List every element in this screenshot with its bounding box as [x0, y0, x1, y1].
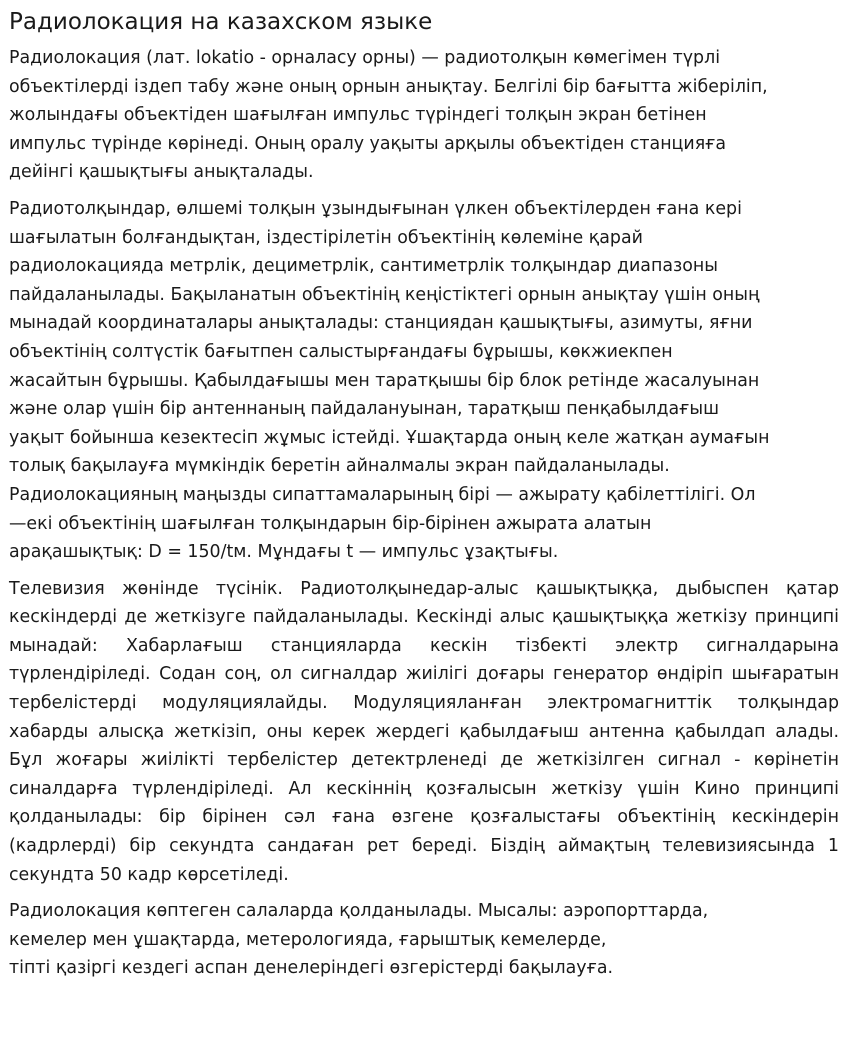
text-line: объектінің солтүстік бағытпен салыстырғандағы бұрышы, көкжиекпен	[9, 341, 673, 362]
paragraph-radiowaves	[9, 195, 839, 567]
text-line: арақашықтық: D = 150/tм. Мұндағы t — импульс ұзақтығы.	[9, 542, 559, 563]
text-line: Радиолокация көптеген салаларда қолданылады. Мысалы: аэропорттарда,	[9, 901, 709, 922]
text-line: —екі объектінің шағылған толқындарын бір-бірінен ажырата алатын	[9, 513, 652, 534]
text-line: импульс түрінде көрінеді. Оның оралу уақыты арқылы объектіден станцияға	[9, 133, 727, 154]
text-line: пайдаланылады. Бақыланатын объектінің кеңістіктегі орнын анықтау үшін оның	[9, 284, 760, 305]
text-line: уақыт бойынша кезектесіп жұмыс істейді. Ұшақтарда оның келе жатқан аумағын	[9, 427, 770, 448]
text-line: және олар үшін бір антеннаның пайдалануынан, таратқыш пенқабылдағыш	[9, 399, 720, 420]
text-line: объектілерді іздеп табу және оның орнын анықтау. Белгілі бір бағытта жіберіліп,	[9, 76, 768, 97]
text-line: кемелер мен ұшақтарда, метерологияда, ғарыштық кемелерде,	[9, 929, 607, 950]
page-title: Радиолокация на казахском языке	[9, 9, 433, 35]
paragraph-definition	[9, 44, 839, 187]
text-line: тіпті қазіргі кездегі аспан денелеріндегі өзгерістерді бақылауға.	[9, 958, 614, 979]
text-line: радиолокацияда метрлік, дециметрлік, сантиметрлік толқындар диапазоны	[9, 256, 718, 277]
paragraph-applications	[9, 897, 839, 983]
text-line: жолындағы объектіден шағылған импульс түріндегі толқын экран бетінен	[9, 105, 707, 126]
text-line: Радиолокация (лат. lokatio - орналасу орны) — радиотолқын көмегімен түрлі	[9, 48, 721, 68]
text-line: Радиотолқындар, өлшемі толқын ұзындығынан үлкен объектілерден ғана кері	[9, 198, 742, 219]
paragraph-television: Телевизия жөнінде түсінік. Радиотолқынедар-алыс қашықтыққа, дыбыспен қатар кескіндерді де жеткізуге пайдаланылады. Кескінді алыс қашықтыққа жеткізу принципі мынадай: Хабарлағыш станцияларда кескін тізбекті электр сигналдарына түрлендіріледі. Содан соң, ол сигналдар жиілігі доғары генератор өндіріп шығаратын тербелістерді модуляциялайды. Модуляцияланған электромагниттік толқындар хабарды алысқа жеткізіп, оны керек жердегі қабылдағыш антенна қабылдап алады. Бұл жоғары жиілікті тербелістер детектрленеді де жеткізілген сигнал - көрінетін синалдарға түрлендіріледі. Ал кескіннің қозғалысын жеткізу үшін Кино принципі қолданылады: бір бірінен сәл ғана өзгене қозғалыстағы объектінің кескіндерін (кадрлерді) бір секундта сандаған рет береді. Біздің аймақтың телевизиясында 1 секундта 50 кадр көрсетіледі.	[9, 578, 839, 885]
text-line: мынадай координаталары анықталады: станциядан қашықтығы, азимуты, яғни	[9, 313, 753, 334]
text-line: шағылатын болғандықтан, іздестірілетін объектінің көлеміне қарай	[9, 227, 643, 248]
text-line: толық бақылауға мүмкіндік беретін айналмалы экран пайдаланылады.	[9, 456, 670, 477]
text-line: Радиолокацияның маңызды сипаттамаларының бірі — ажырату қабілеттілігі. Ол	[9, 484, 756, 505]
text-line: дейінгі қашықтығы анықталады.	[9, 162, 314, 183]
text-line: жасайтын бұрышы. Қабылдағышы мен таратқышы бір блок ретінде жасалуынан	[9, 370, 760, 391]
